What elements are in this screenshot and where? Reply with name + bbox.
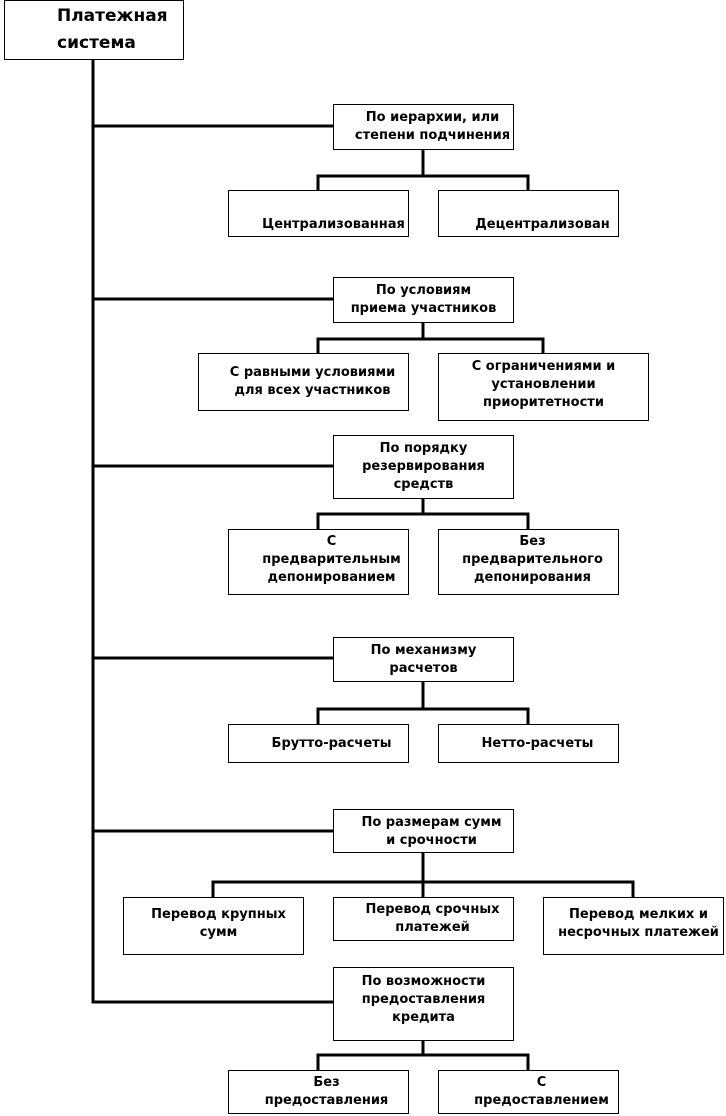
option-line: приоритетности [483,395,604,410]
option-line: сумм [199,925,238,940]
category-line: приема участников [350,301,497,316]
option-node [543,897,724,955]
option-node [438,1070,619,1114]
option-node [438,529,619,595]
category-node [333,104,514,150]
option-node [438,724,619,763]
option-line: несрочных платежей [558,925,719,940]
option-line: платежей [395,920,470,935]
option-line: предварительного [462,552,603,567]
option-line: установлении [491,377,596,392]
category-line: кредита [392,1010,455,1025]
category-line: По иерархии, или [365,110,500,125]
category-node [333,435,514,499]
option-line: Централизованная [262,217,405,232]
option-line: Децентрализован [475,217,610,232]
category-line: По размерам сумм [361,815,502,830]
category-line: и срочности [386,833,477,848]
option-line: Перевод крупных [151,907,286,922]
root-line: система [57,33,136,53]
category-node [333,277,514,323]
option-node [228,190,409,237]
category-line: резервирования [362,459,485,474]
option-node [438,190,619,237]
category-line: средств [393,477,454,492]
option-line: депонирования [474,570,591,585]
option-line: С равными условиями [229,365,396,380]
option-line: Перевод мелких и [569,907,708,922]
option-line: Брутто-расчеты [271,736,392,751]
option-line: предоставления [264,1093,389,1108]
option-node [438,353,649,421]
category-line: По возможности [361,974,486,989]
option-node [123,897,304,955]
category-line: расчетов [389,661,458,676]
option-line: Без [519,534,546,549]
option-line: предварительным [262,552,401,567]
category-line: По механизму [370,643,477,658]
option-line: С [326,534,337,549]
option-line: для всех участников [234,383,391,398]
option-line: предоставлением [474,1093,609,1108]
option-node [333,897,514,941]
category-line: степени подчинения [354,128,511,143]
option-line: С ограничениями и [471,359,616,374]
category-node [333,637,514,682]
option-node [198,353,409,411]
root-node [4,0,184,60]
option-node [228,529,409,595]
option-line: Перевод срочных [365,902,500,917]
option-node [228,724,409,763]
category-line: По порядку [379,441,468,456]
category-line: предоставления [361,992,486,1007]
option-line: депонированием [267,570,396,585]
option-line: С [536,1075,547,1090]
category-node [333,809,514,853]
category-line: По условиям [375,283,472,298]
option-node [228,1070,409,1114]
option-line: Нетто-расчеты [481,736,594,751]
category-node [333,967,514,1041]
root-line: Платежная [57,6,168,26]
option-line: Без [313,1075,340,1090]
